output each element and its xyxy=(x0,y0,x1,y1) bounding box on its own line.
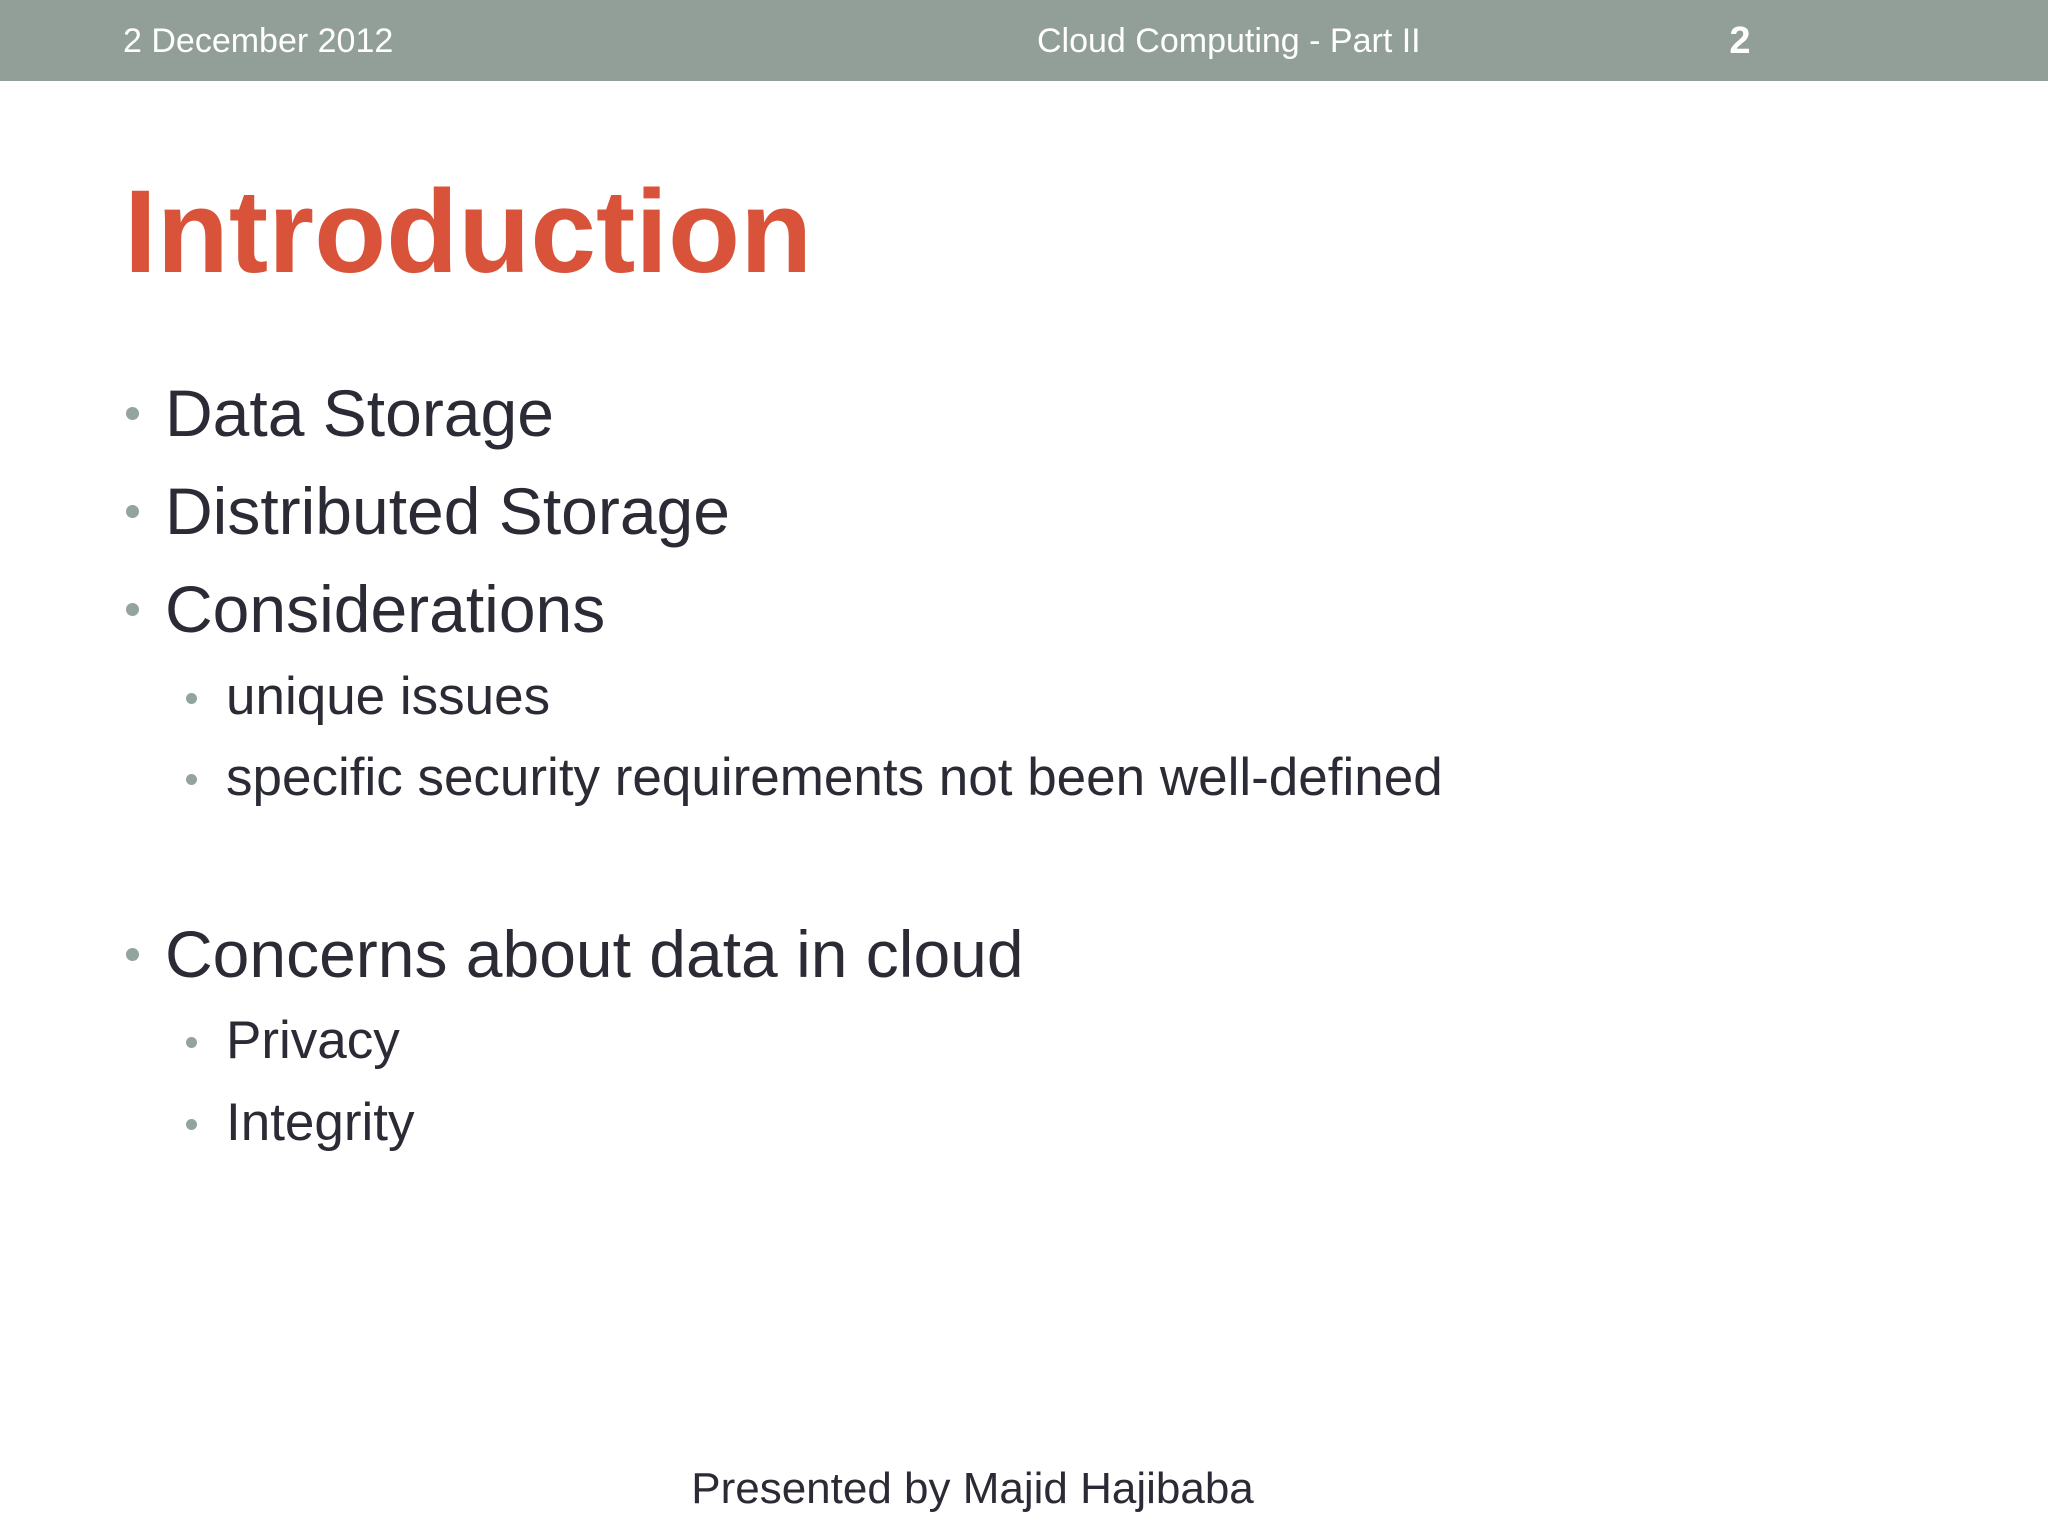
bullet-label: Concerns about data in cloud xyxy=(165,917,1024,991)
sub-bullet-dot-icon xyxy=(186,1119,197,1130)
header-title: Cloud Computing - Part II xyxy=(1037,22,1421,60)
slide-title: Introduction xyxy=(124,166,813,298)
sub-bullet-label: unique issues xyxy=(226,667,551,726)
bullet-dot-icon xyxy=(126,505,139,518)
bullet-label: Considerations xyxy=(165,572,606,646)
sub-bullet-label: specific security requirements not been well-defined xyxy=(226,748,1443,807)
bullet-label: Data Storage xyxy=(165,376,554,450)
sub-bullet-dot-icon xyxy=(186,693,197,704)
presenter-footer: Presented by Majid Hajibaba xyxy=(691,1464,1254,1513)
header-date: 2 December 2012 xyxy=(123,22,394,60)
bullet-label: Distributed Storage xyxy=(165,474,730,548)
bullet-dot-icon xyxy=(126,407,139,420)
sub-bullet-dot-icon xyxy=(186,1037,197,1048)
sub-bullet-label: Privacy xyxy=(226,1011,400,1070)
header-bar xyxy=(0,0,2048,81)
page-number: 2 xyxy=(1729,20,1751,62)
bullet-dot-icon xyxy=(126,603,139,616)
sub-bullet-label: Integrity xyxy=(226,1093,415,1152)
bullet-dot-icon xyxy=(126,948,139,961)
sub-bullet-dot-icon xyxy=(186,774,197,785)
